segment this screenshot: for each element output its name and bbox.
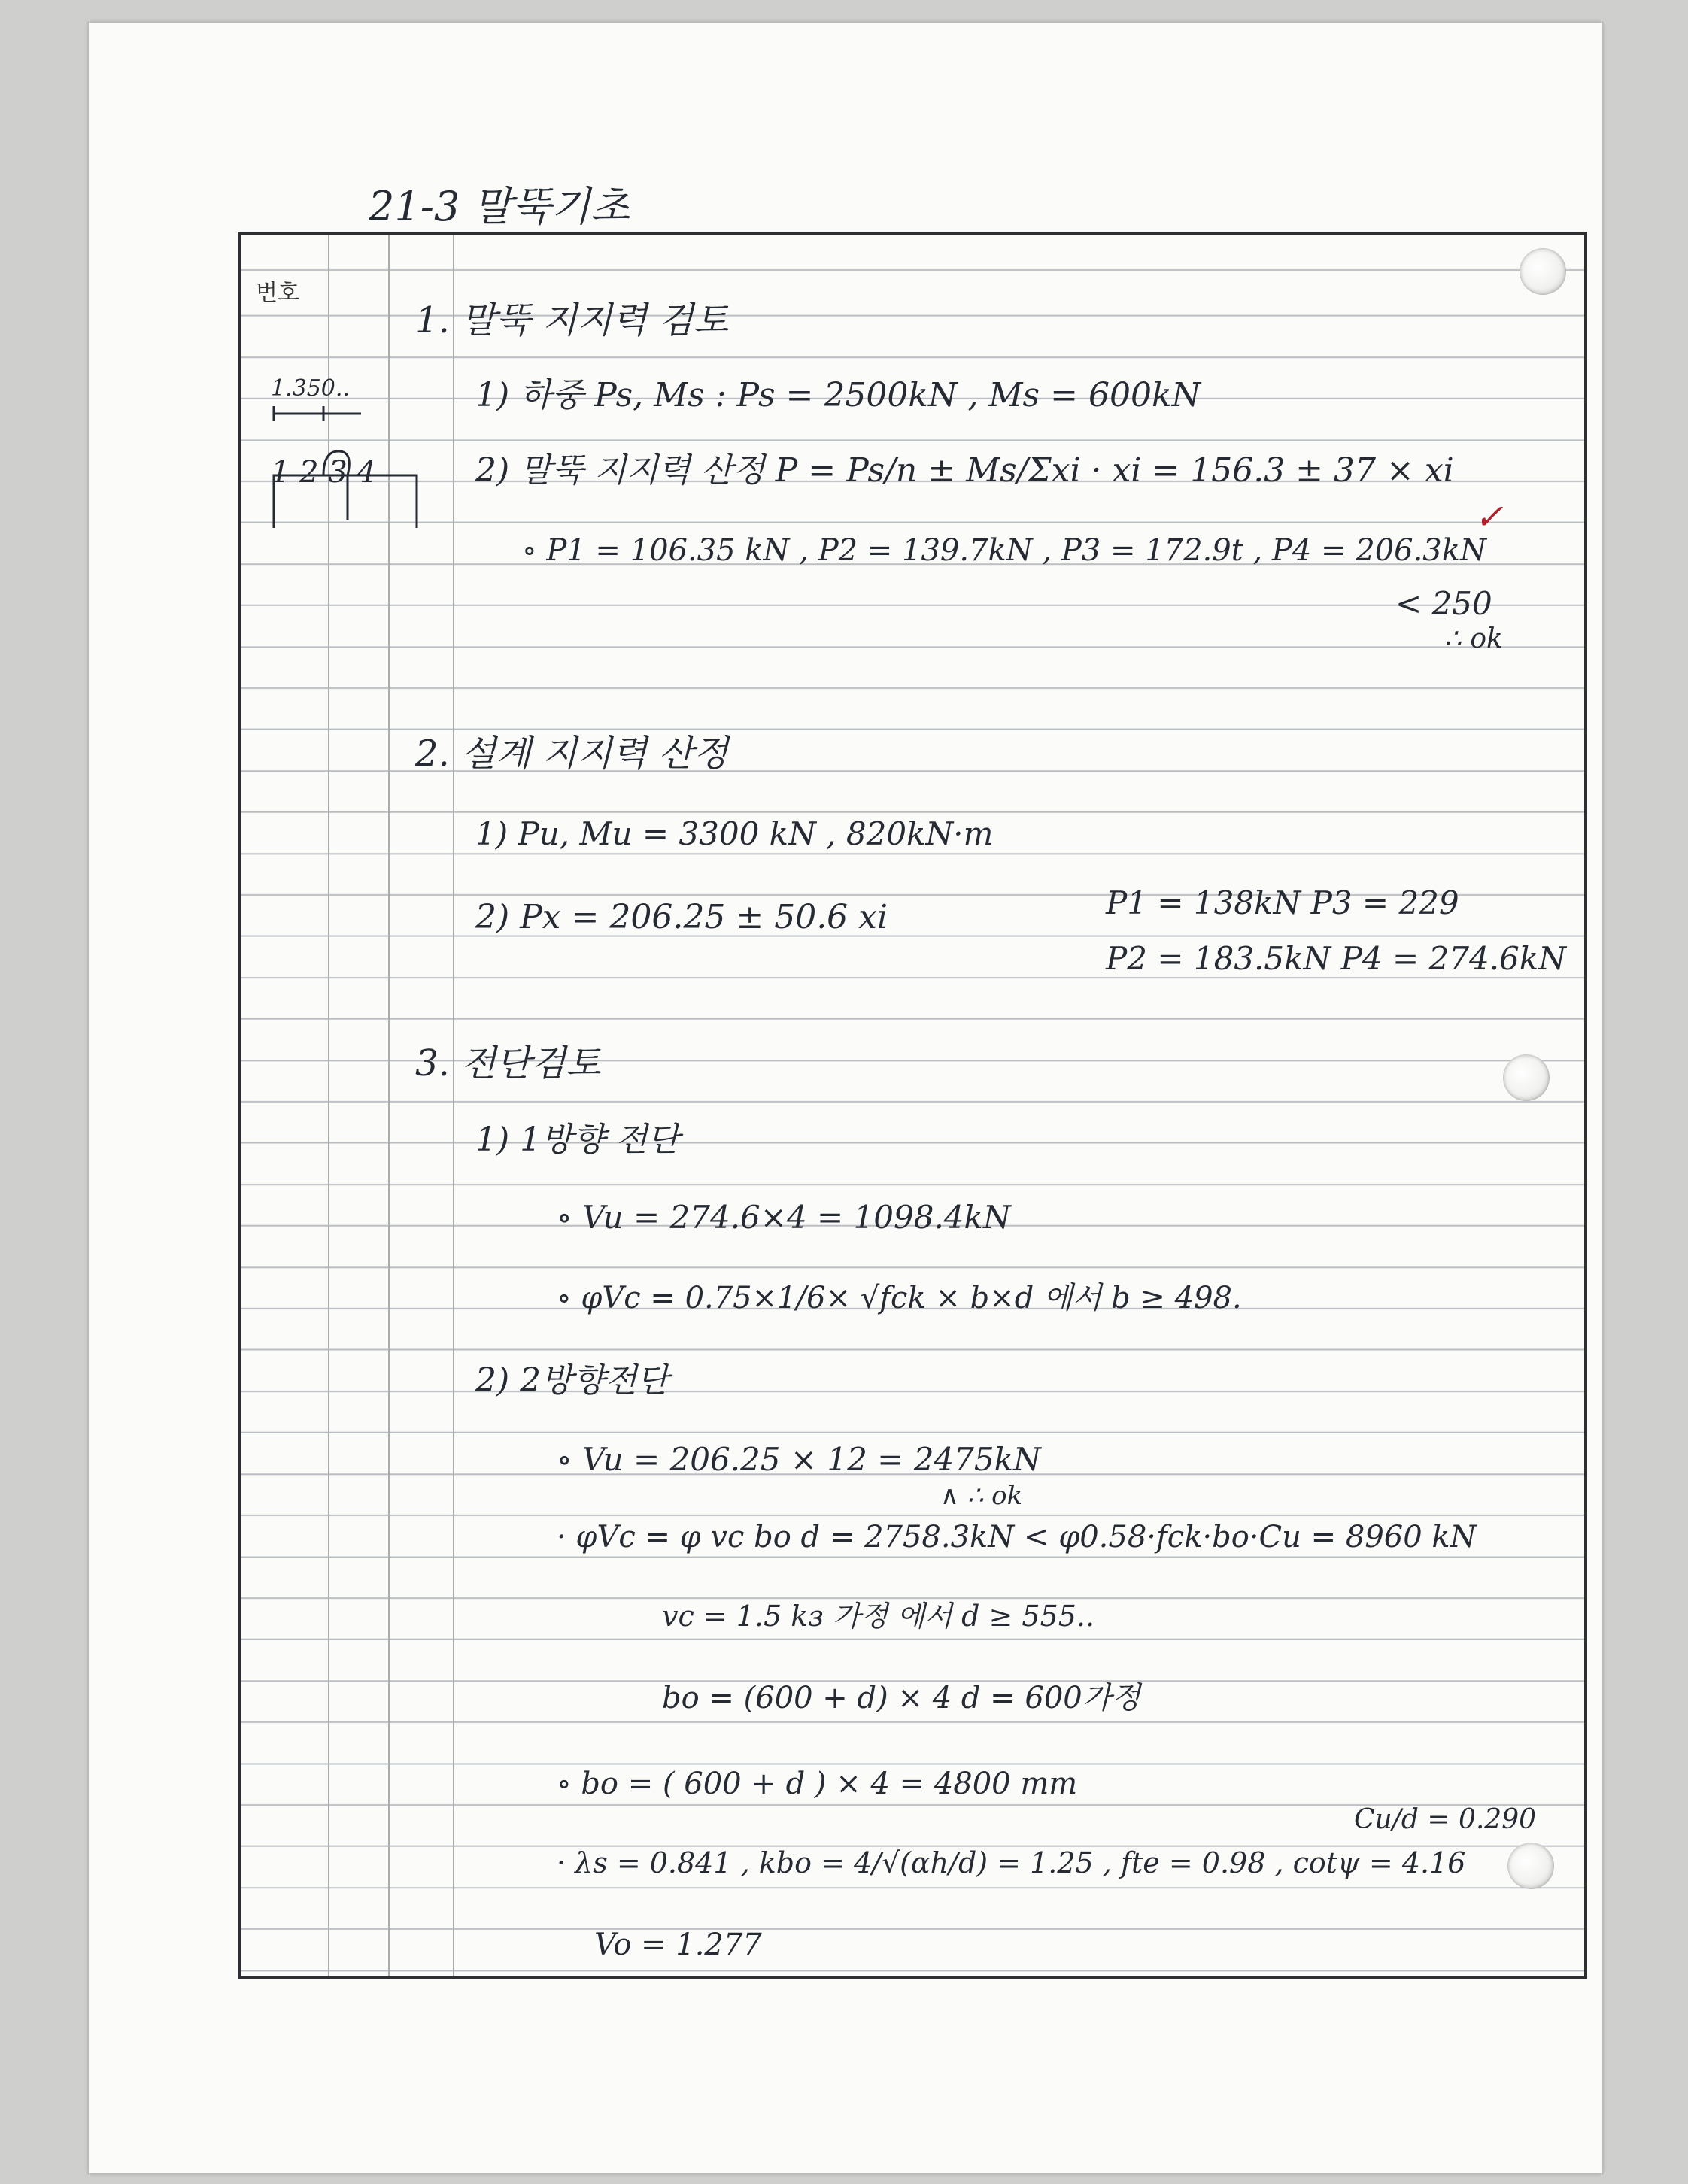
s3-sub2-line-6: · λs = 0.841 , kbo = 4/√(αh/d) = 1.25 , fte = 0.98 , cotψ = 4.16	[557, 1846, 1466, 1879]
s1-line-2: 2) 말뚝 지지력 산정 P = Ps/n ± Ms/Σxi · xi = 156.3 ± 37 × xi	[475, 451, 1454, 490]
s3-sub1-line-1: ∘ Vu = 274.6×4 = 1098.4kN	[557, 1199, 1011, 1236]
binder-hole-bottom	[1507, 1843, 1554, 1889]
s3-sub2-ok: ∧ ∴ ok	[940, 1481, 1023, 1511]
s2-line-1: 1) Pu, Mu = 3300 kN , 820kN·m	[475, 815, 994, 852]
s3-sub2-title: 2) 2방향전단	[475, 1361, 669, 1400]
section-2-heading: 2. 설계 지지력 산정	[415, 733, 729, 775]
s3-sub2-line-7: Vo = 1.277	[594, 1928, 762, 1962]
binder-hole-top	[1520, 248, 1566, 295]
s1-check-ok: ∴ ok	[1444, 623, 1503, 654]
s2-result-1: P1 = 138kN P3 = 229	[1106, 884, 1459, 921]
s1-check-note: < 250	[1395, 585, 1492, 622]
s1-line-3: ∘ P1 = 106.35 kN , P2 = 139.7kN , P3 = 172.9t , P4 = 206.3kN	[522, 533, 1486, 568]
s3-sub2-line-5: ∘ bo = ( 600 + d ) × 4 = 4800 mm	[557, 1767, 1078, 1801]
binder-hole-middle	[1503, 1054, 1550, 1101]
s3-sub2-cu-note: Cu/d = 0.290	[1354, 1804, 1537, 1835]
ruled-frame	[238, 232, 1587, 1979]
sketch-dimension: 1.350..	[271, 375, 350, 402]
s3-sub2-line-2: · φVc = φ vc bo d = 2758.3kN < φ0.58·fck·bo·Cu = 8960 kN	[557, 1520, 1477, 1555]
s3-sub1-title: 1) 1방향 전단	[475, 1121, 680, 1159]
s1-check-mark: ✓	[1474, 496, 1504, 537]
s1-line-1: 1) 하중 Ps, Ms : Ps = 2500kN , Ms = 600kN	[475, 376, 1201, 414]
section-1-heading: 1. 말뚝 지지력 검토	[415, 299, 729, 341]
number-column-label: 번호	[256, 280, 299, 306]
s2-line-2: 2) Px = 206.25 ± 50.6 xi	[475, 898, 888, 936]
page-title: 21-3 말뚝기초	[369, 183, 630, 230]
section-3-heading: 3. 전단검토	[415, 1042, 601, 1084]
s3-sub2-line-4: bo = (600 + d) × 4 d = 600가정	[662, 1681, 1141, 1715]
s2-result-2: P2 = 183.5kN P4 = 274.6kN	[1106, 940, 1566, 977]
notebook-sheet	[89, 23, 1602, 2173]
s3-sub2-line-3: vc = 1.5 kз 가정 에서 d ≥ 555..	[662, 1600, 1095, 1633]
s3-sub1-line-2: ∘ φVc = 0.75×1/6× √fck × b×d 에서 b ≥ 498.	[557, 1281, 1242, 1315]
s3-sub2-line-1: ∘ Vu = 206.25 × 12 = 2475kN	[557, 1441, 1041, 1478]
sketch-pile-labels: 1 2 3 4	[271, 455, 376, 490]
margin-line-3	[453, 235, 454, 1976]
